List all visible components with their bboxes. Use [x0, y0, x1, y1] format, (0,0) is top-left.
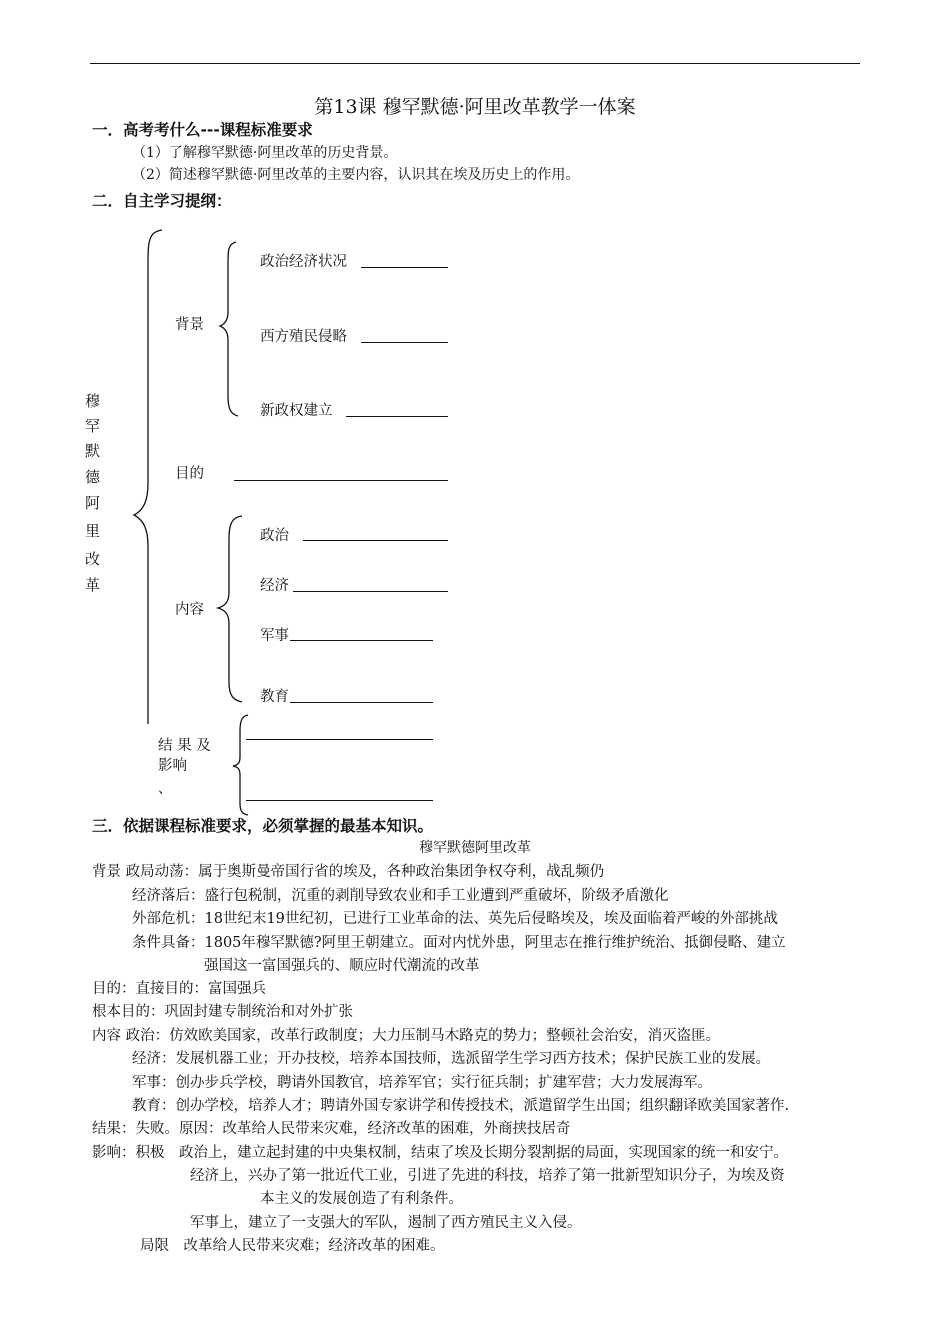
- standard-item-2: （2）简述穆罕默德·阿里改革的主要内容，认识其在埃及历史上的作用。: [132, 167, 580, 183]
- fill-blank: [293, 591, 448, 592]
- fill-blank: [303, 540, 448, 541]
- background-label: 背景: [175, 317, 204, 333]
- knowledge-line: 军事：创办步兵学校，聘请外国教官，培养军官；实行征兵制；扩建军营；大力发展海军。: [132, 1075, 712, 1091]
- root-char: 德: [85, 468, 101, 486]
- background-brace: [214, 240, 244, 420]
- content-label: 内容: [175, 602, 204, 618]
- content-item-economy: 经济: [260, 578, 289, 594]
- knowledge-line: 经济落后：盛行包税制，沉重的剥削导致农业和手工业遭到严重破坏，阶级矛盾激化: [132, 888, 669, 904]
- standard-item-1: （1）了解穆罕默德·阿里改革的历史背景。: [132, 145, 398, 161]
- root-char: 罕: [85, 417, 101, 435]
- knowledge-line: 局限 改革给人民带来灾难；经济改革的困难。: [140, 1238, 445, 1254]
- bg-item-colonial-invasion: 西方殖民侵略: [260, 329, 347, 345]
- fill-blank: [234, 480, 448, 481]
- main-brace: [128, 228, 168, 728]
- page-title: 第13课 穆罕默德·阿里改革教学一体案: [314, 96, 636, 118]
- root-char: 阿: [85, 494, 101, 512]
- knowledge-line: 目的：直接目的：富国强兵: [92, 981, 266, 997]
- knowledge-line: 强国这一富国强兵的、顺应时代潮流的改革: [204, 958, 480, 974]
- fill-blank: [361, 267, 448, 268]
- knowledge-line: 军事上，建立了一支强大的军队，遏制了西方殖民主义入侵。: [190, 1215, 582, 1231]
- section3-heading: 三．依据课程标准要求，必须掌握的最基本知识。: [92, 817, 434, 835]
- fill-blank: [246, 800, 433, 801]
- content-brace: [212, 514, 242, 704]
- fill-blank: [246, 739, 433, 740]
- bg-item-new-regime: 新政权建立: [260, 403, 333, 419]
- knowledge-line: 条件具备：1805年穆罕默德?阿里王朝建立。面对内忧外患，阿里志在推行维护统治、抵御侵略、建立: [132, 935, 786, 951]
- fill-blank: [290, 640, 433, 641]
- fill-blank: [361, 342, 448, 343]
- result-label-line2: 影响: [158, 758, 187, 774]
- content-item-military: 军事: [260, 628, 289, 644]
- bg-item-politics-economy: 政治经济状况: [260, 254, 347, 270]
- knowledge-line: 内容 政治：仿效欧美国家，改革行政制度；大力压制马木路克的势力；整顿社会治安，消灭盗匪。: [92, 1028, 721, 1044]
- knowledge-line: 本主义的发展创造了有利条件。: [260, 1191, 463, 1207]
- knowledge-line: 根本目的：巩固封建专制统治和对外扩张: [92, 1004, 353, 1020]
- section1-heading: 一．高考考什么---课程标准要求: [92, 121, 313, 139]
- knowledge-line: 经济：发展机器工业；开办技校，培养本国技师，选派留学生学习西方技术；保护民族工业的发展。: [132, 1051, 770, 1067]
- root-char: 穆: [85, 392, 101, 410]
- knowledge-line: 教育：创办学校，培养人才；聘请外国专家讲学和传授技术，派遣留学生出国；组织翻译欧美国家著作.: [132, 1098, 790, 1114]
- root-char: 革: [85, 576, 101, 594]
- root-char: 里: [85, 522, 101, 540]
- header-rule: [90, 63, 860, 64]
- content-item-politics: 政治: [260, 528, 289, 544]
- result-mark: 、: [158, 781, 172, 797]
- root-char: 改: [85, 550, 101, 568]
- knowledge-line: 背景 政局动荡：属于奥斯曼帝国行省的埃及，各种政治集团争权夺利，战乱频仍: [92, 864, 605, 880]
- result-brace: [228, 713, 258, 817]
- root-char: 默: [85, 442, 101, 460]
- knowledge-line: 外部危机：18世纪末19世纪初，已进行工业革命的法、英先后侵略埃及，埃及面临着严峻的外部挑战: [132, 911, 778, 927]
- content-item-education: 教育: [260, 689, 289, 705]
- section3-subtitle: 穆罕默德阿里改革: [419, 840, 531, 856]
- knowledge-line: 结果：失败。原因：改革给人民带来灾难，经济改革的困难，外商挟技居奇: [92, 1121, 571, 1137]
- purpose-label: 目的: [175, 466, 204, 482]
- result-label-line1: 结 果 及: [158, 738, 211, 754]
- fill-blank: [290, 702, 433, 703]
- knowledge-line: 经济上，兴办了第一批近代工业，引进了先进的科技，培养了第一批新型知识分子，为埃及资: [190, 1168, 785, 1184]
- section2-heading: 二．自主学习提纲：: [92, 192, 232, 210]
- knowledge-line: 影响：积极 政治上，建立起封建的中央集权制，结束了埃及长期分裂割据的局面，实现国家的统一和安宁。: [92, 1145, 788, 1161]
- fill-blank: [346, 416, 448, 417]
